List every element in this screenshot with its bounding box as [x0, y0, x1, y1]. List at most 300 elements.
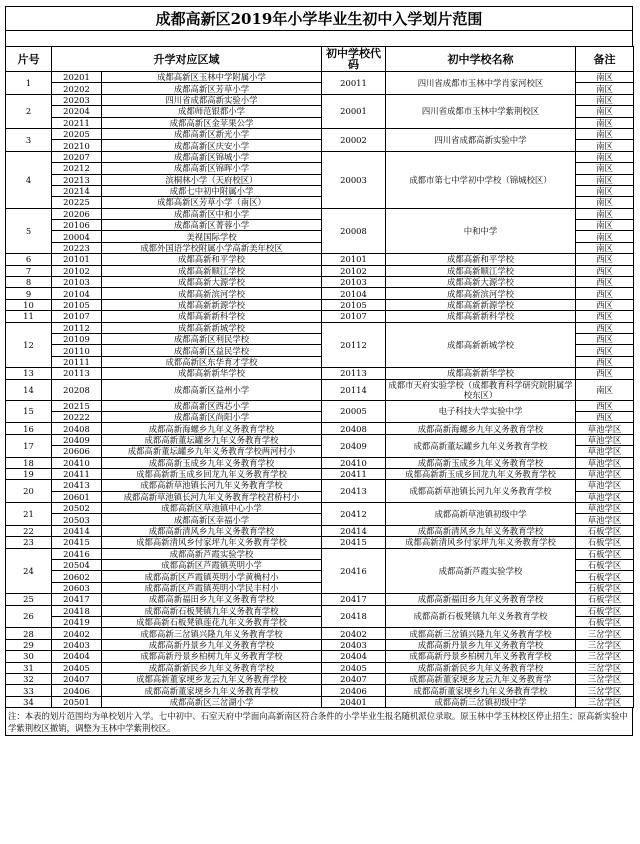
- middle-school-code: 20102: [322, 265, 386, 276]
- primary-school: 成都高新新源学校: [102, 299, 322, 310]
- middle-school-code: 20412: [322, 503, 386, 526]
- primary-school: 成都高新区锦城小学: [102, 151, 322, 162]
- district-number: 11: [6, 311, 52, 322]
- district-number: 21: [6, 503, 52, 526]
- primary-code: 20403: [52, 639, 102, 650]
- primary-code: 20415: [52, 537, 102, 548]
- primary-school: 成都高新大源学校: [102, 277, 322, 288]
- primary-school: 成都高新区芳草小学: [102, 83, 322, 94]
- primary-school: 成都高新区芦霞镇英明小学民丰村小: [102, 582, 322, 593]
- table-row: [6, 639, 634, 650]
- middle-school-name: 成都高新福田乡九年义务教育学校: [386, 594, 576, 605]
- middle-school-name: 成都高新芦霞实验学校: [386, 548, 576, 594]
- primary-school: 成都高新区芦霞镇英明小学黄桷村小: [102, 571, 322, 582]
- area-note: 三岔学区: [576, 639, 634, 650]
- primary-code: 20101: [52, 254, 102, 265]
- area-note: 西区: [576, 400, 634, 411]
- middle-school-name: 成都市第七中学初中学校（锦城校区）: [386, 151, 576, 208]
- primary-code: 20207: [52, 151, 102, 162]
- area-note: 南区: [576, 151, 634, 162]
- middle-school-code: 20411: [322, 468, 386, 479]
- district-number: 24: [6, 548, 52, 594]
- middle-school-code: 20113: [322, 368, 386, 379]
- primary-code: 20204: [52, 106, 102, 117]
- table-row: [6, 423, 634, 434]
- primary-school: 成都高新区尚阳小学: [102, 411, 322, 422]
- primary-code: 20210: [52, 140, 102, 151]
- primary-school: 成都高新区菁蓉小学: [102, 220, 322, 231]
- area-note: 三岔学区: [576, 651, 634, 662]
- primary-school: 成都高新区草池镇中心小学: [102, 503, 322, 514]
- area-note: 石板学区: [576, 571, 634, 582]
- district-number: 25: [6, 594, 52, 605]
- middle-school-code: 20005: [322, 400, 386, 423]
- middle-school-name: 成都高新清风乡付家坪九年义务教育学校: [386, 537, 576, 548]
- area-note: 草池学区: [576, 434, 634, 445]
- area-note: 西区: [576, 277, 634, 288]
- area-note: 西区: [576, 288, 634, 299]
- primary-school: 成都高新草池镇长河九年义务教育学校君桥村小: [102, 491, 322, 502]
- table-row: [6, 311, 634, 322]
- area-note: 石板学区: [576, 605, 634, 616]
- primary-school: 成都高新清风乡九年义务教育学校: [102, 525, 322, 536]
- primary-school: 成都高新区芦霞镇英明小学: [102, 560, 322, 571]
- area-note: 南区: [576, 174, 634, 185]
- area-note: 南区: [576, 117, 634, 128]
- table-row: [6, 673, 634, 684]
- district-number: 30: [6, 651, 52, 662]
- district-number: 19: [6, 468, 52, 479]
- primary-school: 成都高新区利民学校: [102, 333, 322, 344]
- middle-school-name: 成都高新草池镇初级中学: [386, 503, 576, 526]
- district-number: 6: [6, 254, 52, 265]
- primary-school: 成都高新石板凳镇九年义务教育学校: [102, 605, 322, 616]
- page-title: 成都高新区2019年小学毕业生初中入学划片范围: [5, 6, 633, 30]
- primary-code: 20602: [52, 571, 102, 582]
- middle-school-code: 20112: [322, 322, 386, 368]
- table-row: [6, 277, 634, 288]
- middle-school-name: 成都市天府实验学校（成都教育科学研究院附属学校东区）: [386, 379, 576, 400]
- district-number: 1: [6, 72, 52, 95]
- primary-code: 20212: [52, 163, 102, 174]
- primary-code: 20407: [52, 673, 102, 684]
- primary-code: 20502: [52, 503, 102, 514]
- middle-school-name: 成都高新董坛罐乡九年义务教育学校: [386, 434, 576, 457]
- district-number: 17: [6, 434, 52, 457]
- primary-school: 成都高新草池镇长河九年义务教育学校: [102, 480, 322, 491]
- middle-school-name: 成都高新新民乡九年义务教育学校: [386, 662, 576, 673]
- table-row: [6, 288, 634, 299]
- middle-school-name: 成都高新新华学校: [386, 368, 576, 379]
- table-row: [6, 254, 634, 265]
- primary-code: 20213: [52, 174, 102, 185]
- primary-code: 20104: [52, 288, 102, 299]
- primary-code: 20105: [52, 299, 102, 310]
- area-note: 西区: [576, 311, 634, 322]
- table-row: [6, 434, 634, 445]
- primary-school: 成都高新区东华育才学校: [102, 356, 322, 367]
- primary-school: 成都高新区玉林中学附属小学: [102, 72, 322, 83]
- primary-school: 成都高新董家埂乡龙云九年义务教育学校: [102, 673, 322, 684]
- primary-school: 成都高新董坛罐乡九年义务教育学校两河村小: [102, 446, 322, 457]
- table-row: [6, 368, 634, 379]
- area-note: 西区: [576, 333, 634, 344]
- area-note: 草池学区: [576, 457, 634, 468]
- middle-school-name: 四川省成都市玉林中学紫荆校区: [386, 94, 576, 128]
- middle-school-code: 20418: [322, 605, 386, 628]
- primary-school: 成都高新区锦晖小学: [102, 163, 322, 174]
- middle-school-code: 20409: [322, 434, 386, 457]
- area-note: 南区: [576, 94, 634, 105]
- district-number: 10: [6, 299, 52, 310]
- primary-code: 20205: [52, 128, 102, 139]
- primary-code: 20417: [52, 594, 102, 605]
- table-row: [6, 605, 634, 616]
- middle-school-name: 成都高新草池镇长河九年义务教育学校: [386, 480, 576, 503]
- middle-school-name: 成都高新丹景乡柏树九年义务教育学校: [386, 651, 576, 662]
- area-note: 南区: [576, 185, 634, 196]
- middle-school-code: 20404: [322, 651, 386, 662]
- district-number: 32: [6, 673, 52, 684]
- middle-school-code: 20408: [322, 423, 386, 434]
- primary-code: 20106: [52, 220, 102, 231]
- area-note: 西区: [576, 356, 634, 367]
- district-number: 5: [6, 208, 52, 254]
- primary-code: 20102: [52, 265, 102, 276]
- primary-code: 20211: [52, 117, 102, 128]
- district-number: 28: [6, 628, 52, 639]
- primary-code: 20409: [52, 434, 102, 445]
- table-row: [6, 537, 634, 548]
- district-number: 31: [6, 662, 52, 673]
- primary-code: 20201: [52, 72, 102, 83]
- district-table: [5, 46, 634, 708]
- primary-code: 20111: [52, 356, 102, 367]
- district-number: 12: [6, 322, 52, 368]
- primary-school: 成都高新芦霞实验学校: [102, 548, 322, 559]
- area-note: 南区: [576, 208, 634, 219]
- footnote: 注：本表的划片范围均为单校划片入学。七中初中、石室天府中学面向高新南区符合条件的小学毕业生报名随机派位录取。原玉林中学玉林校区停止招生；原高新实验中学紫荆校区撤销，调整为玉林中学紫荆校区。: [5, 708, 633, 736]
- primary-school: 滨桐林小学（天府校区）: [102, 174, 322, 185]
- primary-code: 20203: [52, 94, 102, 105]
- primary-code: 20601: [52, 491, 102, 502]
- primary-school: 美视国际学校: [102, 231, 322, 242]
- primary-school: 成都高新区新光小学: [102, 128, 322, 139]
- area-note: 三岔学区: [576, 673, 634, 684]
- primary-school: 成都高新海螺乡九年义务教育学校: [102, 423, 322, 434]
- primary-school: 成都高新区益民学校: [102, 345, 322, 356]
- area-note: 西区: [576, 368, 634, 379]
- primary-school: 成都高新区幸福小学: [102, 514, 322, 525]
- table-row: [6, 128, 634, 139]
- header-no: 片号: [6, 47, 52, 72]
- primary-school: 成都高新顺江学校: [102, 265, 322, 276]
- area-note: 三岔学区: [576, 628, 634, 639]
- area-note: 南区: [576, 72, 634, 83]
- area-note: 西区: [576, 322, 634, 333]
- middle-school-code: 20003: [322, 151, 386, 208]
- primary-code: 20004: [52, 231, 102, 242]
- middle-school-code: 20008: [322, 208, 386, 254]
- area-note: 西区: [576, 345, 634, 356]
- primary-code: 20606: [52, 446, 102, 457]
- middle-school-name: 成都高新三岔镇初级中学: [386, 696, 576, 707]
- primary-school: 成都高新区三岔湖小学: [102, 696, 322, 707]
- primary-code: 20410: [52, 457, 102, 468]
- table-row: [6, 628, 634, 639]
- primary-code: 20215: [52, 400, 102, 411]
- district-number: 18: [6, 457, 52, 468]
- primary-school: 成都高新区中和小学: [102, 208, 322, 219]
- middle-school-name: 成都高新海螺乡九年义务教育学校: [386, 423, 576, 434]
- table-row: [6, 548, 634, 559]
- district-number: 9: [6, 288, 52, 299]
- header-jname: 初中学校名称: [386, 47, 576, 72]
- primary-code: 20202: [52, 83, 102, 94]
- district-number: 15: [6, 400, 52, 423]
- primary-code: 20405: [52, 662, 102, 673]
- area-note: 石板学区: [576, 560, 634, 571]
- middle-school-name: 成都高新董家埂乡九年义务教育学校: [386, 685, 576, 696]
- area-note: 南区: [576, 197, 634, 208]
- district-number: 3: [6, 128, 52, 151]
- district-number: 14: [6, 379, 52, 400]
- primary-code: 20419: [52, 616, 102, 627]
- middle-school-code: 20114: [322, 379, 386, 400]
- primary-school: 成都高新滨河学校: [102, 288, 322, 299]
- primary-school: 成都高新区庆安小学: [102, 140, 322, 151]
- header-jcode: 初中学校代码: [322, 47, 386, 72]
- middle-school-name: 成都高新三岔镇兴隆九年义务教育学校: [386, 628, 576, 639]
- middle-school-code: 20406: [322, 685, 386, 696]
- primary-code: 20110: [52, 345, 102, 356]
- primary-code: 20414: [52, 525, 102, 536]
- middle-school-code: 20011: [322, 72, 386, 95]
- area-note: 草池学区: [576, 480, 634, 491]
- district-number: 34: [6, 696, 52, 707]
- area-note: 石板学区: [576, 548, 634, 559]
- table-row: [6, 651, 634, 662]
- table-row: [6, 208, 634, 219]
- middle-school-code: 20002: [322, 128, 386, 151]
- middle-school-code: 20410: [322, 457, 386, 468]
- middle-school-name: 成都高新滨河学校: [386, 288, 576, 299]
- area-note: 石板学区: [576, 582, 634, 593]
- middle-school-code: 20101: [322, 254, 386, 265]
- primary-school: 成都高新三岔镇兴隆九年义务教育学校: [102, 628, 322, 639]
- area-note: 三岔学区: [576, 662, 634, 673]
- district-number: 13: [6, 368, 52, 379]
- primary-school: 成都高新丹景乡柏树九年义务教育学校: [102, 651, 322, 662]
- district-number: 2: [6, 94, 52, 128]
- area-note: 西区: [576, 254, 634, 265]
- table-row: [6, 685, 634, 696]
- middle-school-code: 20415: [322, 537, 386, 548]
- area-note: 南区: [576, 140, 634, 151]
- middle-school-name: 成都高新新玉成乡回龙九年义务教育学校: [386, 468, 576, 479]
- middle-school-name: 成都高新顺江学校: [386, 265, 576, 276]
- table-row: [6, 503, 634, 514]
- blank-row: [5, 30, 633, 46]
- area-note: 草池学区: [576, 491, 634, 502]
- primary-code: 20408: [52, 423, 102, 434]
- middle-school-name: 成都高新新源学校: [386, 299, 576, 310]
- area-note: 西区: [576, 411, 634, 422]
- primary-school: 成都高新石板凳镇莲花九年义务教育学校: [102, 616, 322, 627]
- middle-school-name: 成都高新新城学校: [386, 322, 576, 368]
- middle-school-code: 20403: [322, 639, 386, 650]
- district-number: 23: [6, 537, 52, 548]
- primary-code: 20404: [52, 651, 102, 662]
- table-row: [6, 265, 634, 276]
- header-note: 备注: [576, 47, 634, 72]
- area-note: 南区: [576, 231, 634, 242]
- table-row: [6, 400, 634, 411]
- district-number: 4: [6, 151, 52, 208]
- middle-school-name: 成都高新清风乡九年义务教育学校: [386, 525, 576, 536]
- district-number: 29: [6, 639, 52, 650]
- middle-school-code: 20104: [322, 288, 386, 299]
- table-row: [6, 72, 634, 83]
- primary-code: 20411: [52, 468, 102, 479]
- middle-school-name: 成都高新石板凳镇九年义务教育学校: [386, 605, 576, 628]
- primary-code: 20112: [52, 322, 102, 333]
- middle-school-code: 20001: [322, 94, 386, 128]
- district-number: 16: [6, 423, 52, 434]
- primary-school: 成都师范银都小学: [102, 106, 322, 117]
- middle-school-code: 20107: [322, 311, 386, 322]
- district-number: 33: [6, 685, 52, 696]
- middle-school-code: 20103: [322, 277, 386, 288]
- middle-school-code: 20414: [322, 525, 386, 536]
- middle-school-code: 20105: [322, 299, 386, 310]
- area-note: 南区: [576, 106, 634, 117]
- middle-school-code: 20413: [322, 480, 386, 503]
- primary-school: 成都高新区芳草小学（南区）: [102, 197, 322, 208]
- area-note: 草池学区: [576, 423, 634, 434]
- primary-code: 20603: [52, 582, 102, 593]
- middle-school-name: 成都高新大源学校: [386, 277, 576, 288]
- primary-code: 20109: [52, 333, 102, 344]
- primary-code: 20504: [52, 560, 102, 571]
- primary-school: 成都高新新城学校: [102, 322, 322, 333]
- district-number: 7: [6, 265, 52, 276]
- area-note: 草池学区: [576, 468, 634, 479]
- table-row: [6, 379, 634, 400]
- table-row: [6, 322, 634, 333]
- table-row: [6, 468, 634, 479]
- primary-school: 成都高新新民乡九年义务教育学校: [102, 662, 322, 673]
- header-row: [6, 47, 634, 72]
- area-note: 石板学区: [576, 616, 634, 627]
- primary-school: 成都高新丹景乡九年义务教育学校: [102, 639, 322, 650]
- primary-school: 成都高新新华学校: [102, 368, 322, 379]
- primary-school: 成都高新区西芯小学: [102, 400, 322, 411]
- header-area: 升学对应区域: [52, 47, 322, 72]
- table-row: [6, 480, 634, 491]
- district-number: 26: [6, 605, 52, 628]
- primary-code: 20413: [52, 480, 102, 491]
- primary-school: 成都高新区金苹果公学: [102, 117, 322, 128]
- table-body: [6, 72, 634, 708]
- primary-code: 20206: [52, 208, 102, 219]
- area-note: 三岔学区: [576, 685, 634, 696]
- primary-code: 20214: [52, 185, 102, 196]
- district-number: 22: [6, 525, 52, 536]
- primary-code: 20402: [52, 628, 102, 639]
- spreadsheet: [5, 6, 633, 736]
- area-note: 西区: [576, 265, 634, 276]
- primary-school: 成都外国语学校附属小学高新美年校区: [102, 242, 322, 253]
- table-row: [6, 525, 634, 536]
- table-row: [6, 299, 634, 310]
- primary-code: 20103: [52, 277, 102, 288]
- area-note: 石板学区: [576, 594, 634, 605]
- district-number: 8: [6, 277, 52, 288]
- primary-school: 成都高新福田乡九年义务教育学校: [102, 594, 322, 605]
- middle-school-code: 20417: [322, 594, 386, 605]
- table-row: [6, 594, 634, 605]
- middle-school-name: 成都高新董家埂乡龙云九年义务教育学: [386, 673, 576, 684]
- area-note: 石板学区: [576, 537, 634, 548]
- middle-school-code: 20416: [322, 548, 386, 594]
- middle-school-code: 20402: [322, 628, 386, 639]
- primary-school: 成都高新区益州小学: [102, 379, 322, 400]
- district-number: 20: [6, 480, 52, 503]
- area-note: 草池学区: [576, 503, 634, 514]
- area-note: 南区: [576, 128, 634, 139]
- primary-school: 成都高新董家埂乡九年义务教育学校: [102, 685, 322, 696]
- area-note: 南区: [576, 83, 634, 94]
- primary-school: 成都高新玉成乡九年义务教育学校: [102, 457, 322, 468]
- primary-school: 成都高新董坛罐乡九年义务教育学校: [102, 434, 322, 445]
- primary-code: 20113: [52, 368, 102, 379]
- primary-code: 20416: [52, 548, 102, 559]
- area-note: 西区: [576, 299, 634, 310]
- area-note: 南区: [576, 220, 634, 231]
- primary-school: 成都七中初中附属小学: [102, 185, 322, 196]
- primary-school: 成都高新和平学校: [102, 254, 322, 265]
- primary-code: 20406: [52, 685, 102, 696]
- table-row: [6, 457, 634, 468]
- middle-school-name: 四川省成都高新实验中学: [386, 128, 576, 151]
- primary-code: 20223: [52, 242, 102, 253]
- primary-code: 20503: [52, 514, 102, 525]
- area-note: 三岔学区: [576, 696, 634, 707]
- middle-school-name: 四川省成都市玉林中学肖家河校区: [386, 72, 576, 95]
- middle-school-name: 成都高新丹景乡九年义务教育学校: [386, 639, 576, 650]
- middle-school-name: 成都高新和平学校: [386, 254, 576, 265]
- area-note: 南区: [576, 242, 634, 253]
- primary-code: 20501: [52, 696, 102, 707]
- table-row: [6, 94, 634, 105]
- middle-school-code: 20401: [322, 696, 386, 707]
- table-row: [6, 662, 634, 673]
- primary-school: 成都高新清风乡付家坪九年义务教育学校: [102, 537, 322, 548]
- middle-school-name: 中和中学: [386, 208, 576, 254]
- primary-code: 20418: [52, 605, 102, 616]
- area-note: 草池学区: [576, 446, 634, 457]
- middle-school-name: 成都高新玉成乡九年义务教育学校: [386, 457, 576, 468]
- area-note: 南区: [576, 379, 634, 400]
- primary-school: 四川省成都高新实验小学: [102, 94, 322, 105]
- area-note: 石板学区: [576, 525, 634, 536]
- middle-school-name: 成都高新新科学校: [386, 311, 576, 322]
- middle-school-name: 电子科技大学实验中学: [386, 400, 576, 423]
- middle-school-code: 20405: [322, 662, 386, 673]
- primary-school: 成都高新新玉成乡回龙九年义务教育学校: [102, 468, 322, 479]
- middle-school-code: 20407: [322, 673, 386, 684]
